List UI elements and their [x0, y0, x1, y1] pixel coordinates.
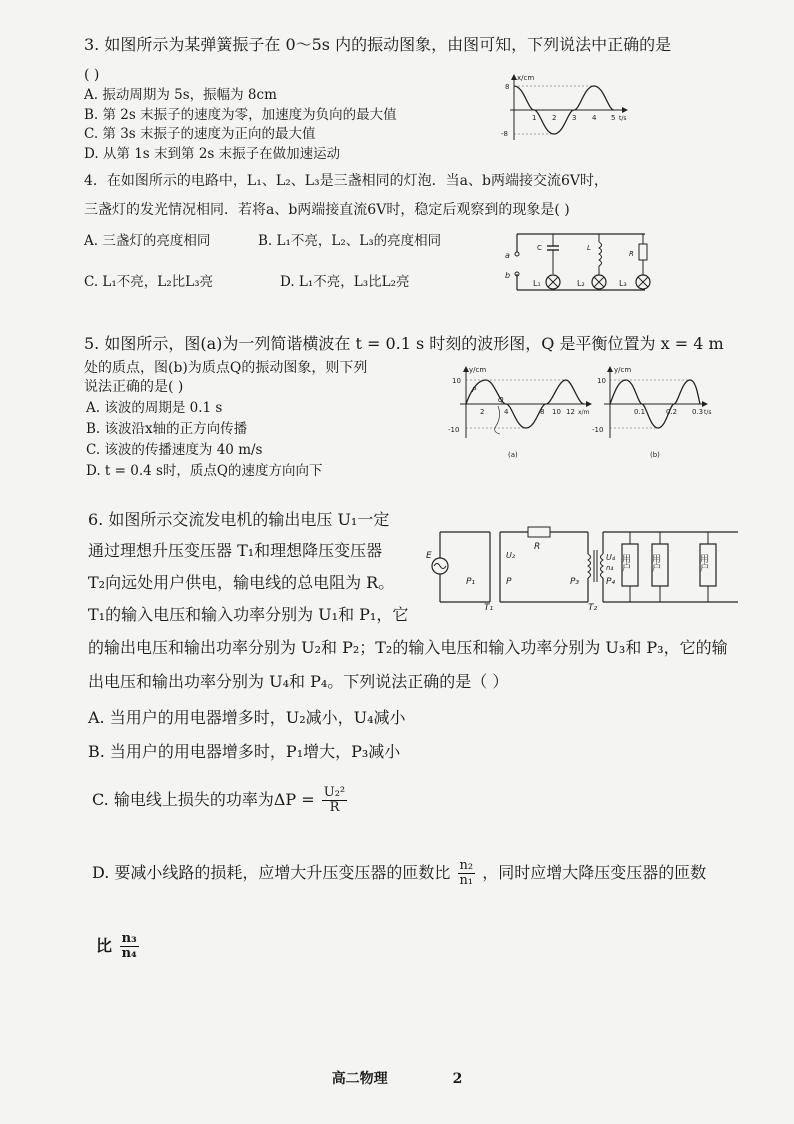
q5b-tick-1: 0.1 — [634, 408, 646, 416]
q6-option-a: A. 当用户的用电器增多时，U₂减小，U₄减小 — [88, 708, 406, 727]
q6-line2: 通过理想升压变压器 T₁和理想降压变压器 — [88, 541, 383, 560]
q6-p1-label: P₁ — [466, 577, 476, 587]
q5a-x-axis-label: x/m — [578, 409, 590, 416]
q5a-tick-10: 10 — [552, 408, 561, 416]
q4-inductor-label: L — [587, 244, 591, 252]
q6-p4-label: P₄ — [606, 577, 616, 587]
q3-y-pos-label: 8 — [505, 83, 510, 91]
q6-line-resistor-label: R — [534, 542, 541, 552]
q4-option-d: D. L₁不亮，L₃比L₂亮 — [280, 274, 410, 290]
q6-option-b: B. 当用户的用电器增多时，P₁增大，P₃减小 — [88, 742, 401, 761]
q6-t1-label: T₁ — [484, 603, 494, 613]
q5a-tick-2: 2 — [480, 408, 485, 416]
q5b-tick-3: 0.3 — [692, 408, 704, 416]
q3-tick-4: 4 — [592, 114, 597, 122]
q3-option-c: C. 第 3s 末振子的速度为正向的最大值 — [84, 126, 316, 142]
q5b-y-neg-label: -10 — [592, 426, 604, 434]
q4-option-a: A. 三盏灯的亮度相同 — [84, 233, 211, 249]
q4-terminal-a: a — [505, 251, 510, 260]
q6-option-d2-numerator: n₃ — [121, 931, 137, 946]
q6-t2-label: T₂ — [588, 603, 598, 613]
q6-option-c-fraction — [322, 786, 347, 815]
q5a-point-q: Q — [498, 396, 504, 404]
q6-n4-label: n₄ — [606, 564, 614, 572]
q5-option-a: A. 该波的周期是 0.1 s — [86, 400, 223, 416]
q6-option-d-line2-text: 比 — [96, 936, 113, 955]
q6-option-d2-denominator: n₄ — [121, 946, 137, 961]
q5-option-b: B. 该波沿x轴的正方向传播 — [86, 421, 248, 437]
q5-stem-line1: 5. 如图所示，图(a)为一列简谐横波在 t = 0.1 s 时刻的波形图，Q 是平衡位置为 x = 4 m — [84, 334, 724, 353]
q6-option-d-denominator: n₁ — [459, 873, 474, 888]
q6-option-c — [92, 782, 349, 818]
q3-stem: 3. 如图所示为某弹簧振子在 0～5s 内的振动图象，由图可知，下列说法中正确的是 — [84, 35, 672, 54]
q6-option-d-text: D. 要减小线路的损耗，应增大升压变压器的匝数比 — [92, 863, 451, 882]
footer-page-number: 2 — [452, 1071, 463, 1087]
q5a-y-axis-label: y/cm — [469, 366, 487, 374]
q3-option-b: B. 第 2s 末振子的速度为零，加速度为负向的最大值 — [84, 107, 397, 123]
q5b-x-axis-label: t/s — [704, 409, 712, 416]
q3-y-axis-label: x/cm — [517, 74, 535, 82]
q5a-point-p: P — [472, 386, 477, 394]
q6-transmission-circuit — [420, 524, 750, 612]
q5-stem-line2: 处的质点，图(b)为质点Q的振动图象，则下列 — [84, 360, 368, 376]
q4-capacitor-label: C — [537, 244, 542, 252]
q6-option-d-fraction — [458, 859, 476, 888]
q6-option-d-line2 — [96, 926, 141, 966]
q5-option-c: C. 该波的传播速度为 40 m/s — [86, 442, 263, 458]
q6-option-d-numerator: n₂ — [459, 858, 474, 873]
q6-user-load-2: 用户 — [650, 554, 660, 572]
q6-option-d2-fraction — [120, 932, 139, 961]
footer-subject: 高二物理 — [331, 1071, 388, 1087]
q3-x-axis-label: t/s — [619, 115, 627, 122]
q5-wave-graph-a — [448, 366, 598, 462]
q6-line1: 6. 如图所示交流发电机的输出电压 U₁一定 — [88, 510, 390, 529]
q5-vibration-graph-b — [592, 366, 714, 462]
q6-line4: T₁的输入电压和输入功率分别为 U₁和 P₁，它 — [88, 605, 409, 624]
q4-bulb-l2-label: L₂ — [577, 279, 585, 288]
q3-tick-5: 5 — [611, 114, 616, 122]
q4-terminal-b: b — [505, 271, 511, 280]
q3-answer-paren: ( ) — [84, 67, 100, 83]
q3-oscillation-graph — [500, 72, 630, 144]
q6-option-d-text-cont: ，同时应增大降压变压器的匝数 — [482, 863, 707, 882]
q6-line6: 出电压和输出功率分别为 U₄和 P₄。下列说法正确的是（ ） — [88, 672, 509, 691]
q4-bulb-l1-label: L₁ — [533, 279, 541, 288]
q6-p3-label: P₃ — [570, 577, 580, 587]
q3-y-neg-label: -8 — [501, 130, 508, 138]
q5b-y-axis-label: y/cm — [614, 366, 632, 374]
q3-tick-2: 2 — [552, 114, 557, 122]
q5a-tick-8: 8 — [540, 408, 545, 416]
q6-line3: T₂向远处用户供电，输电线的总电阻为 R。 — [88, 573, 395, 592]
q5a-caption: (a) — [508, 451, 518, 459]
q4-bulb-l3-label: L₃ — [619, 279, 627, 288]
q4-stem-line2: 三盏灯的发光情况相同．若将a、b两端接直流6V时，稳定后观察到的现象是( ) — [84, 202, 570, 218]
q5-option-d: D. t = 0.4 s时，质点Q的速度方向向下 — [86, 463, 323, 479]
q5a-tick-12: 12 — [566, 408, 575, 416]
q5a-tick-4: 4 — [504, 408, 509, 416]
q4-resistor-label: R — [629, 250, 634, 258]
q6-p-label: P — [506, 577, 512, 587]
q6-option-c-numerator: U₂² — [323, 785, 346, 800]
q5-stem-line3: 说法正确的是( ) — [84, 379, 184, 395]
q3-tick-1: 1 — [532, 114, 537, 122]
q5a-y-neg-label: -10 — [448, 426, 460, 434]
q6-option-c-text: C. 输电线上损失的功率为ΔP = — [92, 790, 315, 809]
q6-option-c-denominator: R — [329, 800, 340, 815]
q5b-caption: (b) — [650, 451, 660, 459]
q4-stem-line1: 4．在如图所示的电路中，L₁、L₂、L₃是三盏相同的灯泡．当a、b两端接交流6V时， — [84, 173, 608, 189]
q6-line5: 的输出电压和输出功率分别为 U₂和 P₂；T₂的输入电压和输入功率分别为 U₃和 P₃，它的输 — [88, 638, 728, 657]
q4-circuit-diagram — [505, 228, 665, 296]
q6-user-load-3: 用户 — [698, 554, 708, 572]
q6-user-load-1: 用户 — [620, 554, 630, 572]
q3-tick-3: 3 — [572, 114, 577, 122]
q6-u2-label: U₂ — [506, 551, 516, 560]
q5a-y-pos-label: 10 — [452, 377, 461, 385]
q3-option-d: D. 从第 1s 末到第 2s 末振子在做加速运动 — [84, 146, 341, 162]
q3-option-a: A. 振动周期为 5s，振幅为 8cm — [84, 87, 277, 103]
q6-generator-label: E — [426, 551, 432, 561]
q6-option-d — [92, 855, 706, 891]
page-footer — [0, 1068, 794, 1088]
q4-option-b: B. L₁不亮，L₂、L₃的亮度相同 — [258, 233, 442, 249]
q6-u4-label: U₄ — [606, 553, 616, 562]
q5b-tick-2: 0.2 — [666, 408, 678, 416]
q4-option-c: C. L₁不亮，L₂比L₃亮 — [84, 274, 214, 290]
q5b-y-pos-label: 10 — [597, 377, 606, 385]
